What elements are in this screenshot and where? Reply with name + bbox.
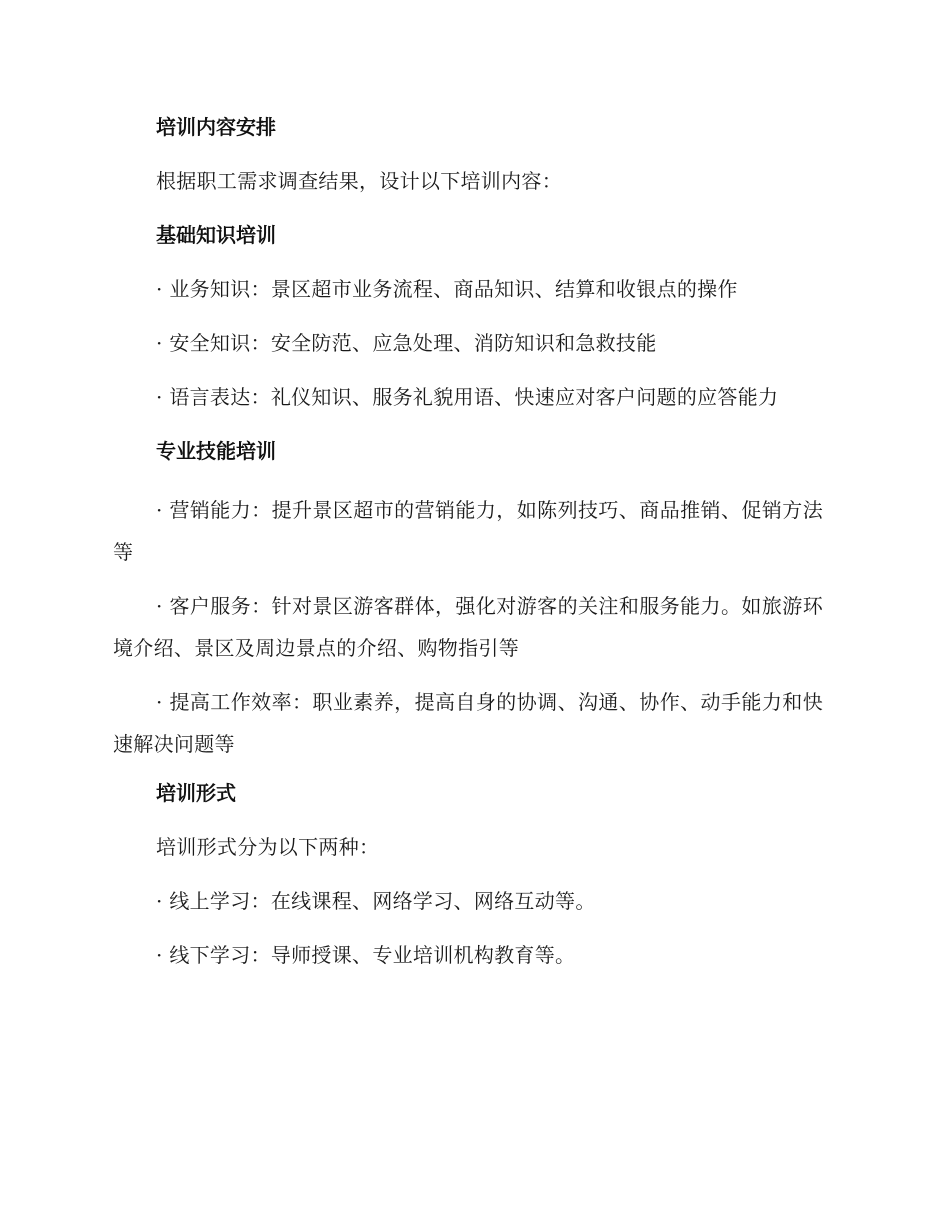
- document-body: [113, 111, 823, 993]
- list-item: · 提高工作效率：职业素养，提高自身的协调、沟通、协作、动手能力和快速解决问题等: [113, 690, 823, 756]
- list-item: · 语言表达：礼仪知识、服务礼貌用语、快速应对客户问题的应答能力: [156, 385, 779, 409]
- section-heading-basic-knowledge: 基础知识培训: [156, 223, 276, 247]
- list-item: · 安全知识：安全防范、应急处理、消防知识和急救技能: [156, 331, 657, 355]
- list-item: · 线下学习：导师授课、专业培训机构教育等。: [156, 943, 576, 967]
- intro-paragraph: 培训形式分为以下两种：: [156, 835, 380, 859]
- section-heading-training-format: 培训形式: [156, 781, 236, 805]
- section-heading-training-content: 培训内容安排: [156, 115, 276, 139]
- list-item: · 线上学习：在线课程、网络学习、网络互动等。: [156, 889, 596, 913]
- list-item: · 业务知识：景区超市业务流程、商品知识、结算和收银点的操作: [156, 277, 738, 301]
- list-item: · 客户服务：针对景区游客群体，强化对游客的关注和服务能力。如旅游环境介绍、景区及周边景点的介绍、购物指引等: [113, 594, 823, 660]
- intro-paragraph: 根据职工需求调查结果，设计以下培训内容：: [156, 169, 562, 193]
- section-heading-professional-skills: 专业技能培训: [156, 439, 276, 463]
- list-item: · 营销能力：提升景区超市的营销能力，如陈列技巧、商品推销、促销方法等: [113, 498, 823, 564]
